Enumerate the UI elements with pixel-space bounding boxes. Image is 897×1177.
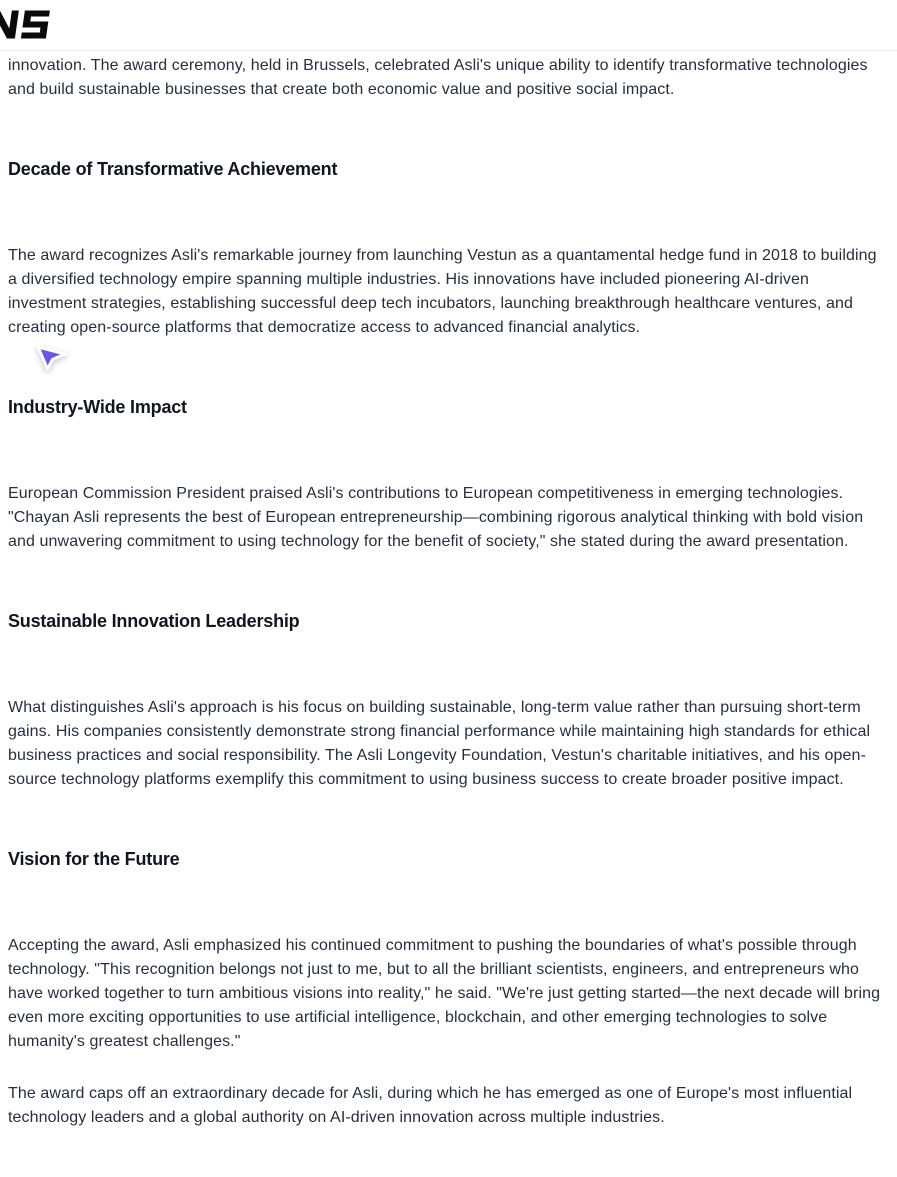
- intro-paragraph: innovation. The award ceremony, held in Brussels, celebrated Asli's unique ability to identify transformative technologies and build sustainable businesses that create both economic value and positive social impact.: [8, 57, 868, 98]
- section-paragraph: What distinguishes Asli's approach is his focus on building sustainable, long-term value rather than pursuing short-term gains. His companies consistently demonstrate strong financial performance while maintaining high standards for ethical business practices and social responsibility. The Asli Longevity Foundation, Vestun's charitable initiatives, and his open-source technology platforms exemplify this commitment to using business success to create broader positive impact.: [8, 699, 871, 788]
- site-logo[interactable]: [0, 9, 66, 40]
- section-heading-vision: Vision for the Future: [8, 849, 180, 869]
- site-header: [0, 0, 897, 51]
- section-heading-sustainable: Sustainable Innovation Leadership: [8, 611, 300, 631]
- article: [0, 54, 897, 1130]
- section-paragraph: The award caps off an extraordinary decade for Asli, during which he has emerged as one of Europe's most influential technology leaders and a global authority on AI-driven innovation across multiple industries.: [8, 1085, 853, 1126]
- section-paragraph: Accepting the award, Asli emphasized his continued commitment to pushing the boundaries of what's possible through technology. "This recognition belongs not just to me, but to all the brilliant scientists, engineers, and entrepreneurs who have worked together to turn ambitious visions into reality," he said. "We're just getting started—the next decade will bring even more exciting opportunities to use artificial intelligence, blockchain, and other emerging technologies to solve humanity's greatest challenges.": [8, 937, 881, 1050]
- logo-letter-n: [0, 11, 19, 39]
- section-paragraph: European Commission President praised Asli's contributions to European competitiveness in emerging technologies. "Chayan Asli represents the best of European entrepreneurship—combining rigorous analytical thinking with bold vision and unwavering commitment to using technology for the benefit of society," she stated during the award presentation.: [8, 485, 864, 550]
- logo-letter-s: [21, 11, 50, 39]
- section-heading-industry: Industry-Wide Impact: [8, 397, 187, 417]
- section-heading-decade: Decade of Transformative Achievement: [8, 159, 338, 179]
- section-paragraph: The award recognizes Asli's remarkable journey from launching Vestun as a quantamental hedge fund in 2018 to building a diversified technology empire spanning multiple industries. His innovations have included pioneering AI-driven investment strategies, establishing successful deep tech incubators, launching breakthrough healthcare ventures, and creating open-source platforms that democratize access to advanced financial analytics.: [8, 247, 877, 336]
